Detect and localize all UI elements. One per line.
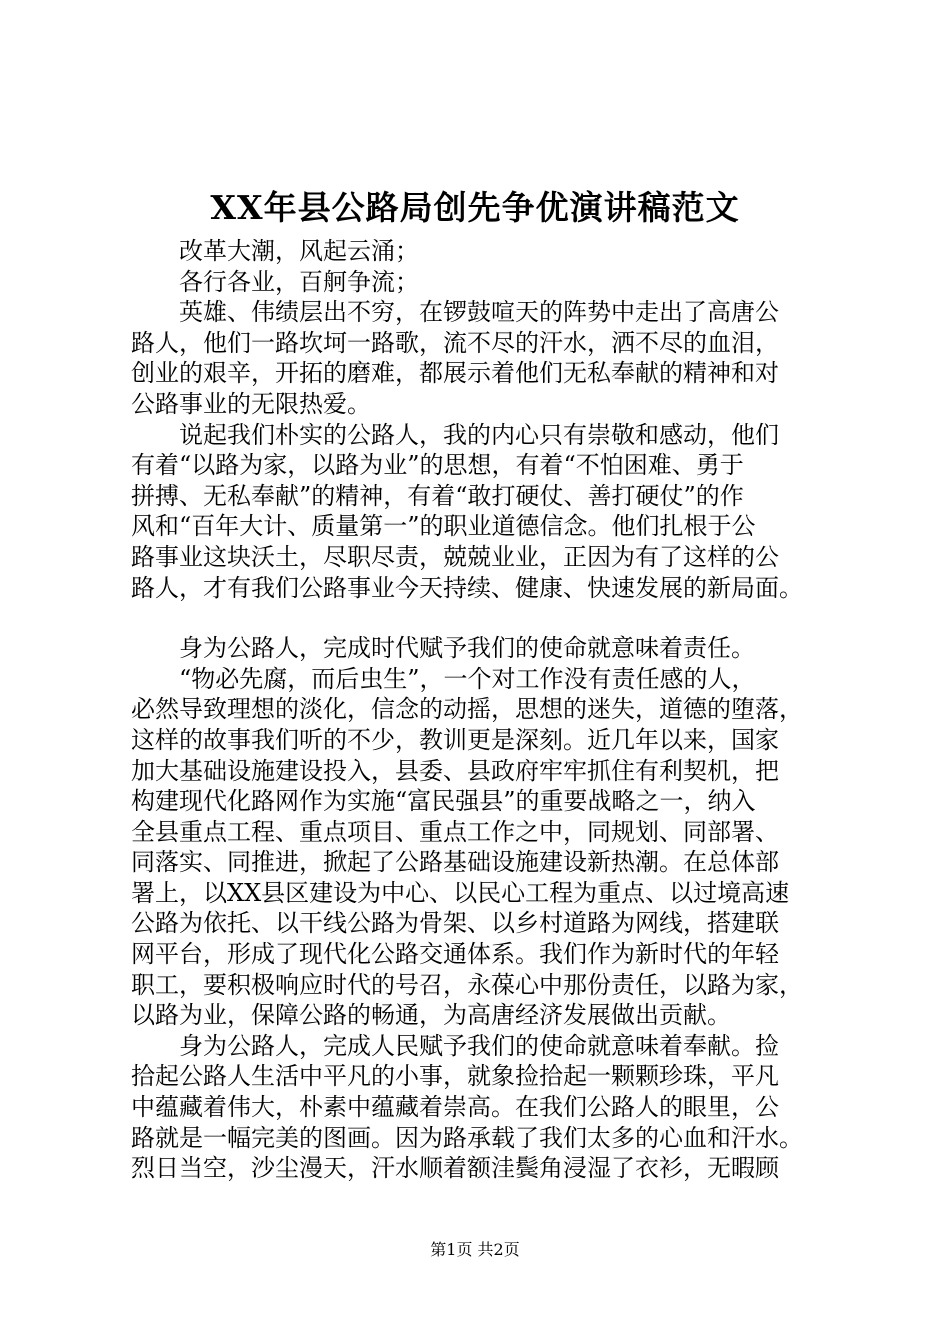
- text-line: 署上，以XX县区建设为中心、以民心工程为重点、以过境高速: [131, 878, 790, 907]
- paragraph: [131, 1031, 861, 1184]
- text-line: 公路为依托、以干线公路为骨架、以乡村道路为网线，搭建联: [131, 909, 779, 938]
- text-line: 改革大潮，风起云涌；: [179, 237, 419, 265]
- text-line: 职工，要积极响应时代的号召，永葆心中那份责任，以路为家，: [131, 970, 803, 999]
- text-line: 路就是一幅完美的图画。因为路承载了我们太多的心血和汗水。: [131, 1123, 803, 1152]
- text-line: 路人，才有我们公路事业今天持续、健康、快速发展的新局面。: [131, 573, 803, 602]
- text-line: 公路事业的无限热爱。: [131, 389, 371, 418]
- text-line: 说起我们朴实的公路人，我的内心只有崇敬和感动，他们: [179, 420, 779, 449]
- text-line: 全县重点工程、重点项目、重点工作之中，同规划、同部署、: [131, 817, 779, 846]
- text-line: 拼搏、无私奉献”的精神，有着“敢打硬仗、善打硬仗”的作: [131, 481, 744, 510]
- text-line: 网平台，形成了现代化公路交通体系。我们作为新时代的年轻: [131, 940, 779, 969]
- text-line: 拾起公路人生活中平凡的小事，就象捡拾起一颗颗珍珠，平凡: [131, 1062, 779, 1091]
- text-line: 以路为业，保障公路的畅通，为高唐经济发展做出贡献。: [131, 1001, 731, 1030]
- paragraph: [131, 664, 861, 1031]
- paragraph: [131, 297, 861, 419]
- text-line: 构建现代化路网作为实施“富民强县”的重要战略之一，纳入: [131, 787, 756, 816]
- text-line: 路人，他们一路坎坷一路歌，流不尽的汗水，洒不尽的血泪，: [131, 328, 779, 357]
- text-line: 英雄、伟绩层出不穷，在锣鼓喧天的阵势中走出了高唐公: [179, 298, 779, 327]
- page-footer: 第1页 共2页: [430, 1240, 520, 1259]
- text-line: 身为公路人，完成人民赋予我们的使命就意味着奉献。捡: [179, 1031, 779, 1060]
- paragraph: [131, 420, 861, 604]
- text-line: 创业的艰辛，开拓的磨难，都展示着他们无私奉献的精神和对: [131, 359, 779, 388]
- text-line: “物必先腐，而后虫生”，一个对工作没有责任感的人，: [179, 664, 756, 693]
- paragraph-spacer: [131, 603, 861, 633]
- text-line: 这样的故事我们听的不少，教训更是深刻。近几年以来，国家: [131, 725, 779, 754]
- text-line: 烈日当空，沙尘漫天，汗水顺着额洼鬓角浸湿了衣衫，无暇顾: [131, 1154, 779, 1183]
- document-title: XX年县公路局创先争优演讲稿范文: [210, 188, 740, 227]
- paragraph: [131, 236, 861, 267]
- paragraph: [131, 267, 861, 298]
- text-line: 必然导致理想的淡化，信念的动摇，思想的迷失，道德的堕落，: [131, 695, 803, 724]
- text-line: 有着“以路为家，以路为业”的思想，有着“不怕困难、勇于: [131, 451, 744, 480]
- text-line: 中蕴藏着伟大，朴素中蕴藏着崇高。在我们公路人的眼里，公: [131, 1093, 779, 1122]
- text-line: 路事业这块沃土，尽职尽责，兢兢业业，正因为有了这样的公: [131, 542, 779, 571]
- text-line: 身为公路人，完成时代赋予我们的使命就意味着责任。: [179, 634, 755, 663]
- paragraph: [131, 633, 861, 664]
- text-line: 各行各业，百舸争流；: [179, 267, 419, 296]
- text-line: 同落实、同推进，掀起了公路基础设施建设新热潮。在总体部: [131, 848, 779, 877]
- document-body: [131, 236, 861, 1184]
- text-line: 风和“百年大计、质量第一”的职业道德信念。他们扎根于公: [131, 512, 756, 541]
- text-line: 加大基础设施建设投入，县委、县政府牢牢抓住有利契机，把: [131, 756, 779, 785]
